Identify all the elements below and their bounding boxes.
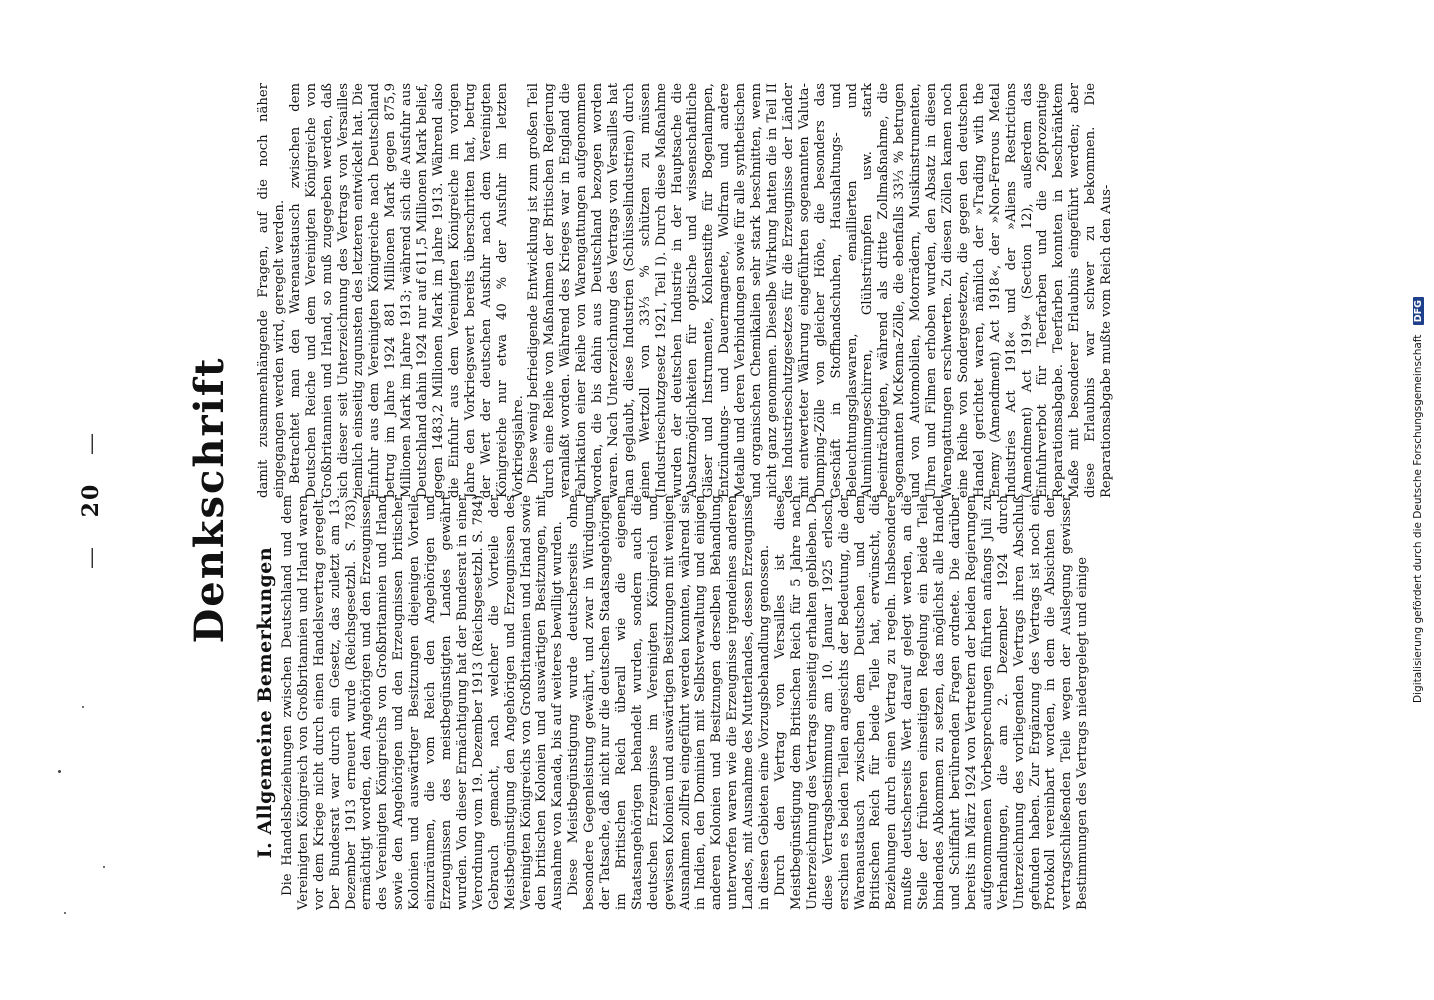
left-paragraph-2: Diese Meistbegünstigung wurde deutscherseits ohne besondere Gegenleistung gewährt, und zwar in Würdigung der Tatsache, daß nicht nur die deutschen Staatsangehörigen im Britischen Reich überall wie die eigenen Staatsangehörigen behandelt wurden, sondern auch die deutschen Erzeugnisse im Vereinigten Königreich und gewissen Kolonien und auswärtigen Besitzungen mit wenigen Ausnahmen zollfrei eingeführt werden konnten, während sie in Indien, den Dominien mit Selbstverwaltung und einigen anderen Kolonien und Besitzungen derselben Behandlung unterworfen waren wie die Erzeugnisse irgendeines anderen Landes, mit Ausnahme des Mutterlandes, dessen Erzeugnisse in diesen Gebieten eine Vorzugsbehandlung genossen. [566,495,773,910]
right-paragraph-3: Diese wenig befriedigende Entwicklung ist zum großen Teil durch eine Reihe von Maßnahmen der Britischen Regierung veranlaßt worden. Während des Krieges war in England die Fabrikation einer Reihe von Warengattungen aufgenommen worden, die bis dahin aus Deutschland bezogen worden waren. Nach Unterzeichnung des Vertrags von Versailles hat man geglaubt, diese Industrien (Schlüsselindustrien) durch einen Wertzoll von 33⅓ % schützen zu müssen (Industrieschutzgesetz 1921, Teil I). Durch diese Maßnahme wurden der deutschen Industrie in der Hauptsache die Absatzmöglichkeiten für optische und wissenschaftliche Gläser und Instrumente, Kohlenstifte für Bogenlampen, Entzündungs- und Dauermagnete, Wolfram und andere Metalle und deren Verbindungen sowie für alle synthetischen und organischen Chemikalien sehr stark beschnitten, wenn nicht ganz genommen. Dieselbe Wirkung hatten die in Teil II des Industrieschutzgesetzes für die Erzeugnisse der Länder mit entwerteter Währung eingeführten sogenannten Valuta-Dumping-Zölle von gleicher Höhe, die besonders das Geschäft in Stoffhandschuhen, Haushaltungs- und Beleuchtungsglaswaren, emaillierten und Aluminiumgeschirren, Glühstrümpfen usw. stark beeinträchtigten, während als dritte Zollmaßnahme, die sogenannten McKenna-Zölle, die ebenfalls 33⅓ % betrugen und von Automobilen, Motorrädern, Musikinstrumenten, Uhren und Filmen erhoben wurden, den Absatz in diesen Warengattungen erschwerten. Zu diesen Zöllen kamen noch eine Reihe von Sondergesetzen, die gegen den deutschen Handel gerichtet waren, nämlich der »Trading with the Enemy (Amendment) Act 1918«, der »Non-Ferrous Metal Industries Act 1918« und der »Aliens Restrictions (Amendment) Act 1919« (Section 12), außerdem das Einfuhrverbot für Teerfarben und die 26prozentige Reparationsabgabe. Teerfarben konnten in beschränktem Maße mit besonderer Erlaubnis eingeführt werden; aber diese Erlaubnis war schwer zu bekommen. Die Reparationsabgabe mußte vom Reich den Aus- [526,83,1115,498]
dfg-logo: DFG [1413,297,1424,325]
section-heading: I. Allgemeine Bemerkungen [254,546,276,859]
right-paragraph-2: Betrachtet man den Warenaustausch zwischen dem Deutschen Reiche und dem Vereinigten Königreiche von Großbritannien und Irland, so muß zugegeben werden, daß sich dieser seit Unterzeichnung des Vertrags von Versailles ziemlich einseitig zugunsten des letzteren entwickelt hat. Die Einfuhr aus dem Vereinigten Königreiche nach Deutschland betrug im Jahre 1924 881 Millionen Mark gegen 875,9 Millionen Mark im Jahre 1913; während sich die Ausfuhr aus Deutschland dahin 1924 nur auf 611,5 Millionen Mark belief, gegen 1483,2 Millionen Mark im Jahre 1913. Während also die Einfuhr aus dem Vereinigten Königreiche im vorigen Jahre den Vorkriegswert bereits überschritten hat, betrug der Wert der deutschen Ausfuhr nach dem Vereinigten Königreiche nur etwa 40 % der Ausfuhr im letzten Vorkriegsjahre. [287,83,526,498]
scan-speck [82,706,84,708]
left-paragraph-1: Die Handelsbeziehungen zwischen Deutschland und dem Vereinigten Königreich von Großbritannien und Irland waren vor dem Kriege nicht durch einen Handelsvertrag geregelt. Der Bundesrat war durch ein Gesetz, das zuletzt am 13. Dezember 1913 erneuert wurde (Reichsgesetzbl. S. 783), ermächtigt worden, den Angehörigen und den Erzeugnissen des Vereinigten Königreichs von Großbritannien und Irland sowie den Angehörigen und den Erzeugnissen britischer Kolonien und auswärtiger Besitzungen diejenigen Vorteile einzuräumen, die vom Reich den Angehörigen und Erzeugnissen des meistbegünstigten Landes gewährt wurden. Von dieser Ermächtigung hat der Bundesrat in einer Verordnung vom 19. Dezember 1913 (Reichsgesetzbl. S. 784) Gebrauch gemacht, nach welcher die Vorteile der Meistbegünstigung den Angehörigen und Erzeugnissen des Vereinigten Königreichs von Großbritannien und Irland sowie den britischen Kolonien und auswärtigen Besitzungen, mit Ausnahme von Kanada, bis auf weiteres bewilligt wurden. [279,495,566,910]
right-column [256,83,1115,498]
left-paragraph-3: Durch den Vertrag von Versailles ist diese Meistbegünstigung dem Britischen Reich für 5 Jahre nach Unterzeichnung des Vertrags einseitig erhalten geblieben. Da diese Vertragsbestimmung am 10. Januar 1925 erlosch, erschien es beiden Teilen angesichts der Bedeutung, die der Warenaustausch zwischen dem Deutschen und dem Britischen Reich für beide Teile hat, erwünscht, die Beziehungen durch einen Vertrag zu regeln. Insbesondere mußte deutscherseits Wert darauf gelegt werden, an die Stelle der früheren einseitigen Regelung ein beide Teile bindendes Abkommen zu setzen, das möglichst alle Handel und Schiffahrt berührenden Fragen ordnete. Die darüber bereits im März 1924 von Vertretern der beiden Regierungen aufgenommenen Vorbesprechungen führten anfangs Juli zu Verhandlungen, die am 2. Dezember 1924 durch Unterzeichnung des vorliegenden Vertrags ihren Abschluß gefunden haben. Zur Ergänzung des Vertrags ist noch ein Protokoll vereinbart worden, in dem die Absichten der vertragschließenden Teile wegen der Auslegung gewisser Bestimmungen des Vertrags niedergelegt und einige [773,495,1091,910]
left-column [254,495,1091,910]
scan-speck [58,770,61,773]
scan-speck [103,866,105,868]
page-number-line [78,0,104,1000]
page-number: 20 [78,482,104,518]
scan-speck [64,912,66,914]
page-title: Denkschrift [186,356,233,644]
page-number-dash-right: — [79,431,104,456]
credit-text: Digitalisierung gefördert durch die Deutsche Forschungsgemeinschaft [1412,334,1424,703]
right-paragraph-1: damit zusammenhängende Fragen, auf die noch näher eingegangen werden wird, geregelt werden. [256,83,287,498]
page-number-dash-left: — [79,544,104,569]
digitization-credit [1412,0,1424,1000]
